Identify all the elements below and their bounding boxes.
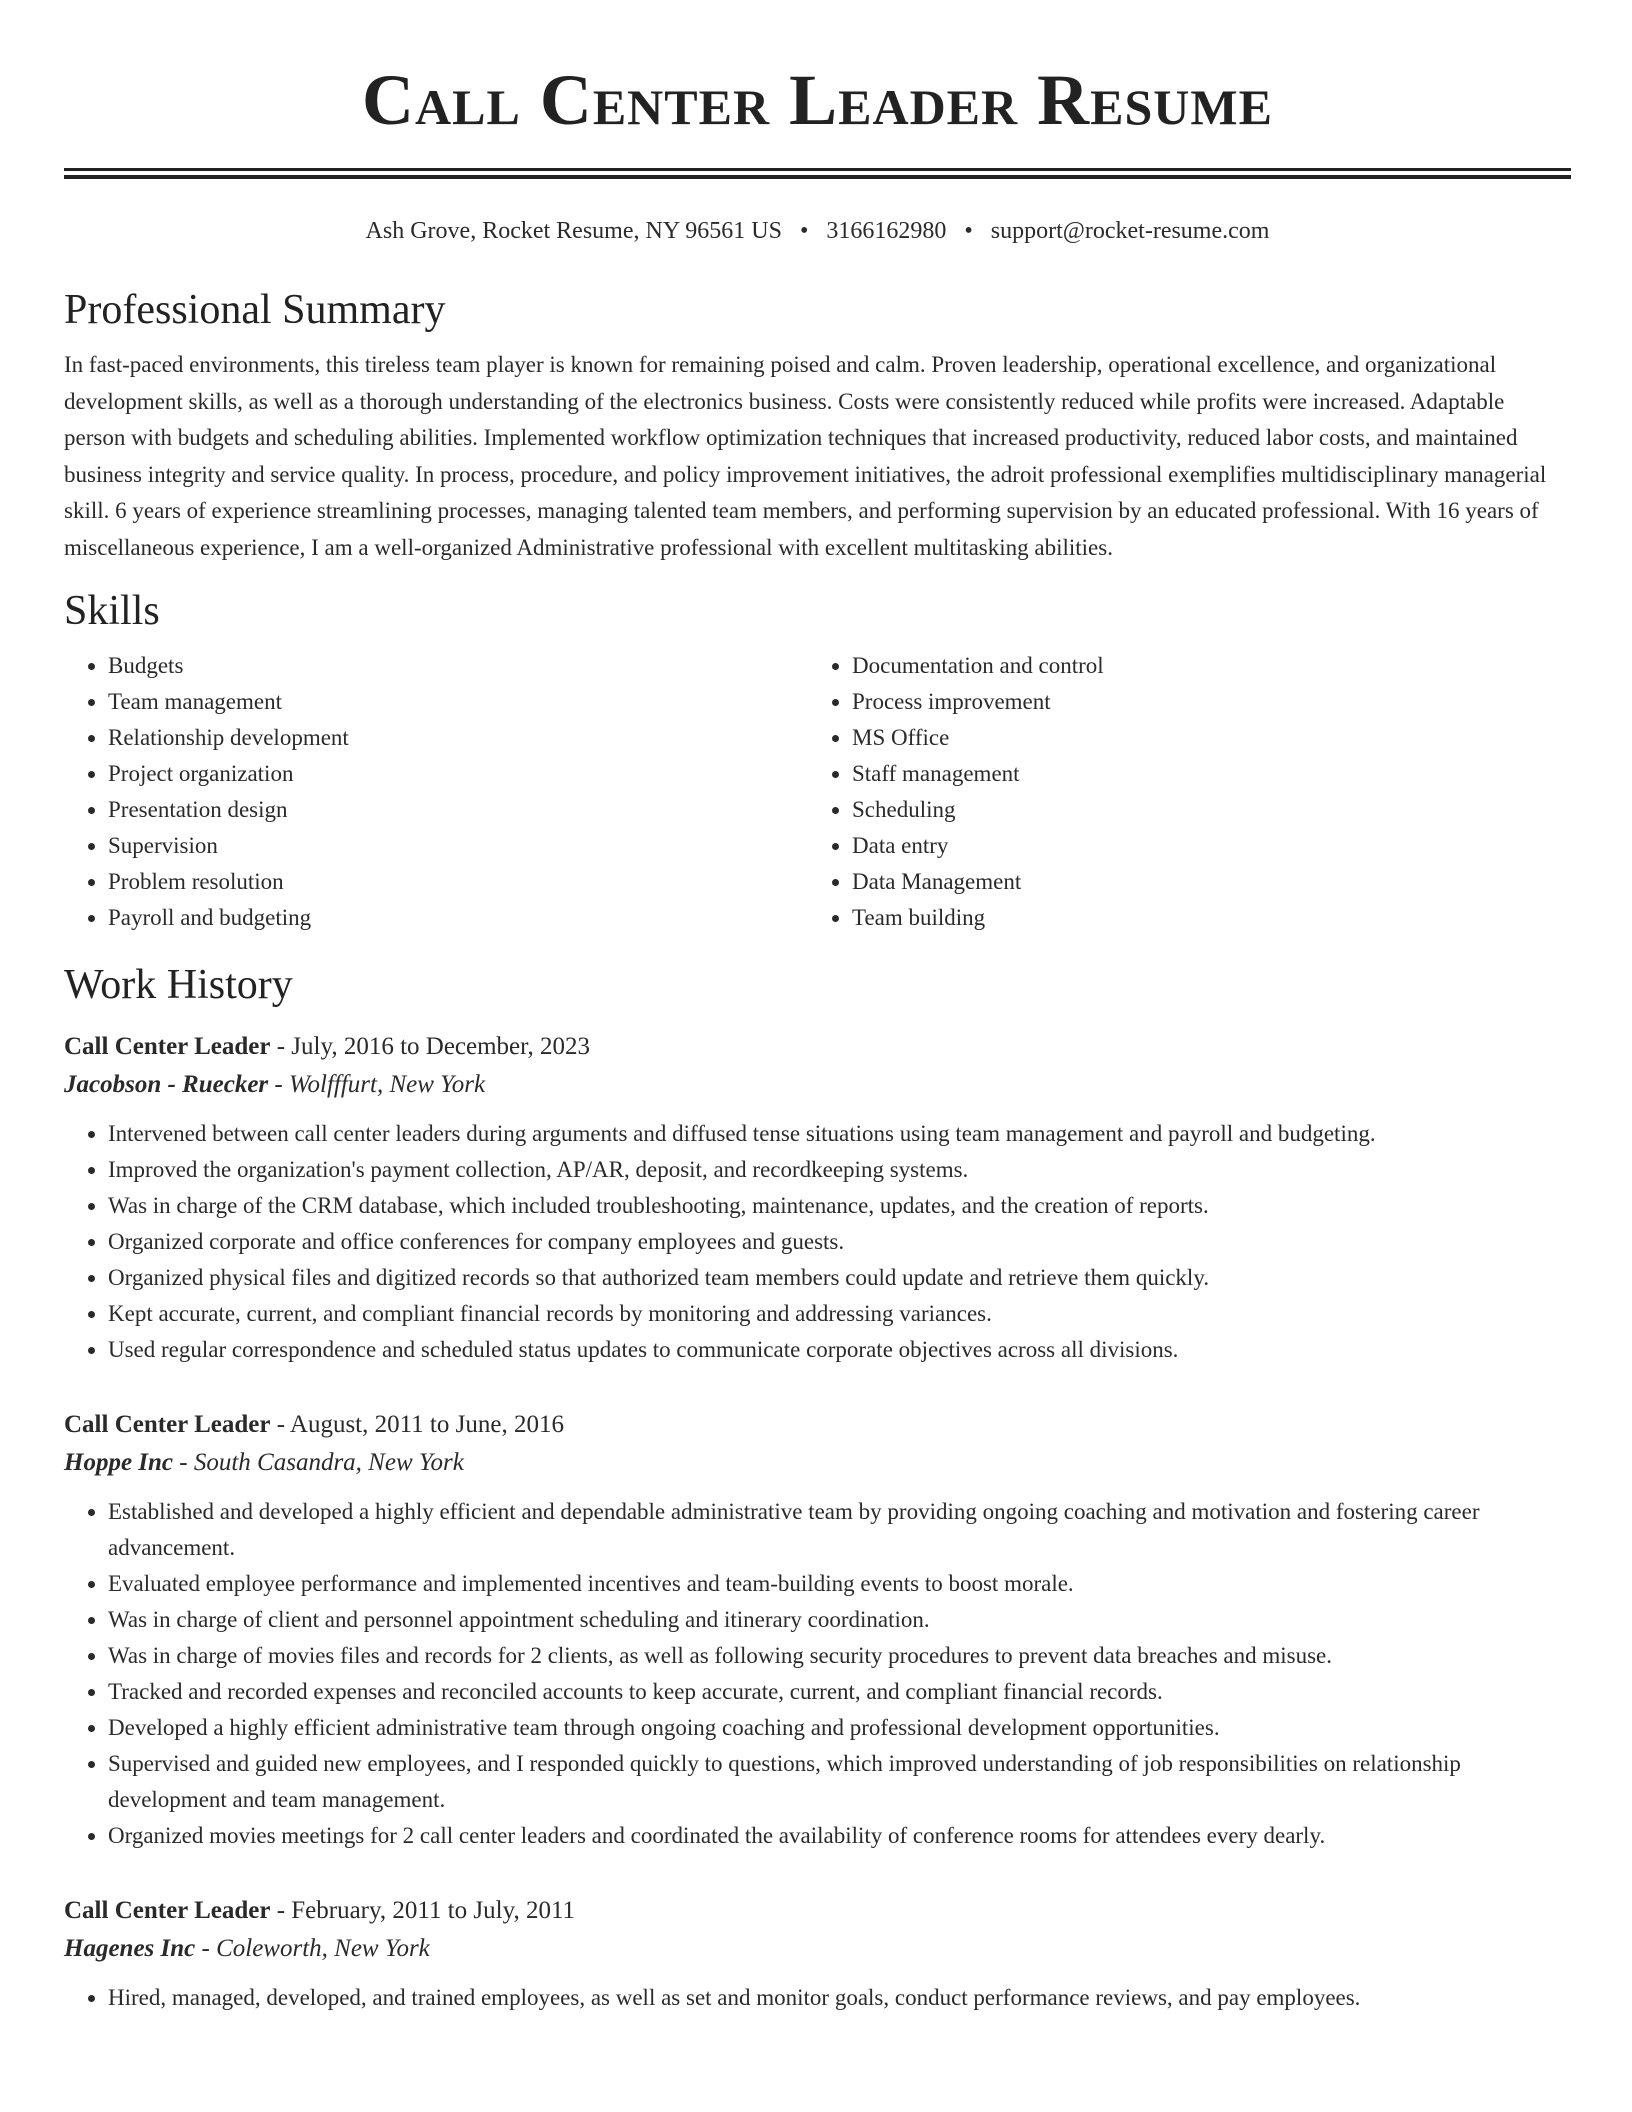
skill-item: • Team building [852,900,1552,936]
contact-separator: • [964,218,973,244]
job-bullet: • Evaluated employee performance and implemented incentives and team-building events to boost morale. [108,1566,1571,1602]
job-dates: - February, 2011 to July, 2011 [270,1897,576,1924]
skill-item: • Team management [108,684,808,720]
skill-item: • Presentation design [108,792,808,828]
skill-item: • Problem resolution [108,864,808,900]
job-bullet: • Used regular correspondence and scheduled status updates to communicate corporate objectives across all divisions. [108,1332,1571,1368]
skill-item: • Payroll and budgeting [108,900,808,936]
company-line [64,1444,1571,1482]
skills-heading: Skills [64,588,160,634]
company-name: Jacobson - Ruecker [64,1071,269,1098]
skill-item: • Staff management [852,756,1552,792]
job-bullet: • Intervened between call center leaders during arguments and diffused tense situations using team management and payroll and budgeting. [108,1116,1571,1152]
skill-item: • MS Office [852,720,1552,756]
job-dates: - August, 2011 to June, 2016 [270,1411,564,1438]
job-bullet: • Was in charge of client and personnel appointment scheduling and itinerary coordination. [108,1602,1571,1638]
company-location: - South Casandra, New York [173,1449,464,1476]
company-name: Hoppe Inc [64,1449,174,1476]
job-bullet: • Tracked and recorded expenses and reconciled accounts to keep accurate, current, and compliant financial records. [108,1674,1571,1710]
job-bullet: • Was in charge of the CRM database, which included troubleshooting, maintenance, updates, and the creation of reports. [108,1188,1571,1224]
skill-item: • Documentation and control [852,648,1552,684]
job-bullet: • Was in charge of movies files and records for 2 clients, as well as following security procedures to prevent data breaches and misuse. [108,1638,1571,1674]
contact-address: Ash Grove, Rocket Resume, NY 96561 US [365,218,782,244]
job-bullet: • Supervised and guided new employees, and I responded quickly to questions, which improved understanding of job responsibilities on relationship development and team management. [108,1746,1571,1818]
summary-text: In fast-paced environments, this tireless team player is known for remaining poised and calm. Proven leadership, operational excellence, and organizational development skills, as well as a thorough understanding of the electronics business. Costs were consistently reduced while profits were increased. Adaptable person with budgets and scheduling abilities. Implemented workflow optimization techniques that increased productivity, reduced labor costs, and maintained business integrity and service quality. In process, procedure, and policy improvement initiatives, the adroit professional exemplifies multidisciplinary managerial skill. 6 years of experience streamlining processes, managing talented team members, and performing supervision by an educated professional. With 16 years of miscellaneous experience, I am a well-organized Administrative professional with excellent multitasking abilities. [64,352,1547,560]
contact-email: support@rocket-resume.com [990,218,1270,244]
skills-list [64,648,1571,936]
job-entry [64,1028,1571,1368]
company-name: Hagenes Inc [64,1935,196,1962]
job-bullets [64,1116,1571,1368]
skills-column-left [64,648,808,936]
company-line [64,1930,1571,1968]
job-bullet: • Kept accurate, current, and compliant financial records by monitoring and addressing variances. [108,1296,1571,1332]
skill-item: • Data Management [852,864,1552,900]
job-entry [64,1892,1571,2016]
company-location: - Wolfffurt, New York [268,1071,486,1098]
job-title: Call Center Leader [64,1897,271,1924]
company-line [64,1066,1571,1104]
job-bullet: • Organized physical files and digitized records so that authorized team members could update and retrieve them quickly. [108,1260,1571,1296]
skill-item: • Relationship development [108,720,808,756]
title-divider [64,168,1571,179]
job-bullets [64,1980,1571,2016]
skill-item: • Scheduling [852,792,1552,828]
job-title: Call Center Leader [64,1033,271,1060]
job-bullet: • Organized movies meetings for 2 call center leaders and coordinated the availability of conference rooms for attendees every dearly. [108,1818,1571,1854]
company-location: - Coleworth, New York [195,1935,430,1962]
job-title: Call Center Leader [64,1411,271,1438]
job-title-line [64,1892,1571,1930]
job-bullet: • Established and developed a highly efficient and dependable administrative team by providing ongoing coaching and motivation and fostering career advancement. [108,1494,1571,1566]
job-bullet: • Improved the organization's payment collection, AP/AR, deposit, and recordkeeping systems. [108,1152,1571,1188]
work-history-heading: Work History [64,962,293,1008]
skill-item: • Data entry [852,828,1552,864]
contact-separator: • [799,218,809,244]
job-entry [64,1406,1571,1854]
job-bullet: • Organized corporate and office conferences for company employees and guests. [108,1224,1571,1260]
resume-title: Call Center Leader Resume [362,60,1273,140]
skill-item: • Project organization [108,756,808,792]
skill-item: • Supervision [108,828,808,864]
contact-phone: 3166162980 [826,218,947,244]
contact-line [64,215,1571,247]
job-dates: - July, 2016 to December, 2023 [270,1033,590,1060]
job-bullet: • Hired, managed, developed, and trained employees, as well as set and monitor goals, conduct performance reviews, and pay employees. [108,1980,1571,2016]
skill-item: • Process improvement [852,684,1552,720]
skill-item: • Budgets [108,648,808,684]
summary-heading: Professional Summary [64,287,446,333]
job-bullets [64,1494,1571,1854]
skills-column-right [808,648,1552,936]
job-title-line [64,1028,1571,1066]
job-title-line [64,1406,1571,1444]
job-bullet: • Developed a highly efficient administrative team through ongoing coaching and professional development opportunities. [108,1710,1571,1746]
resume-page [64,0,1571,2016]
